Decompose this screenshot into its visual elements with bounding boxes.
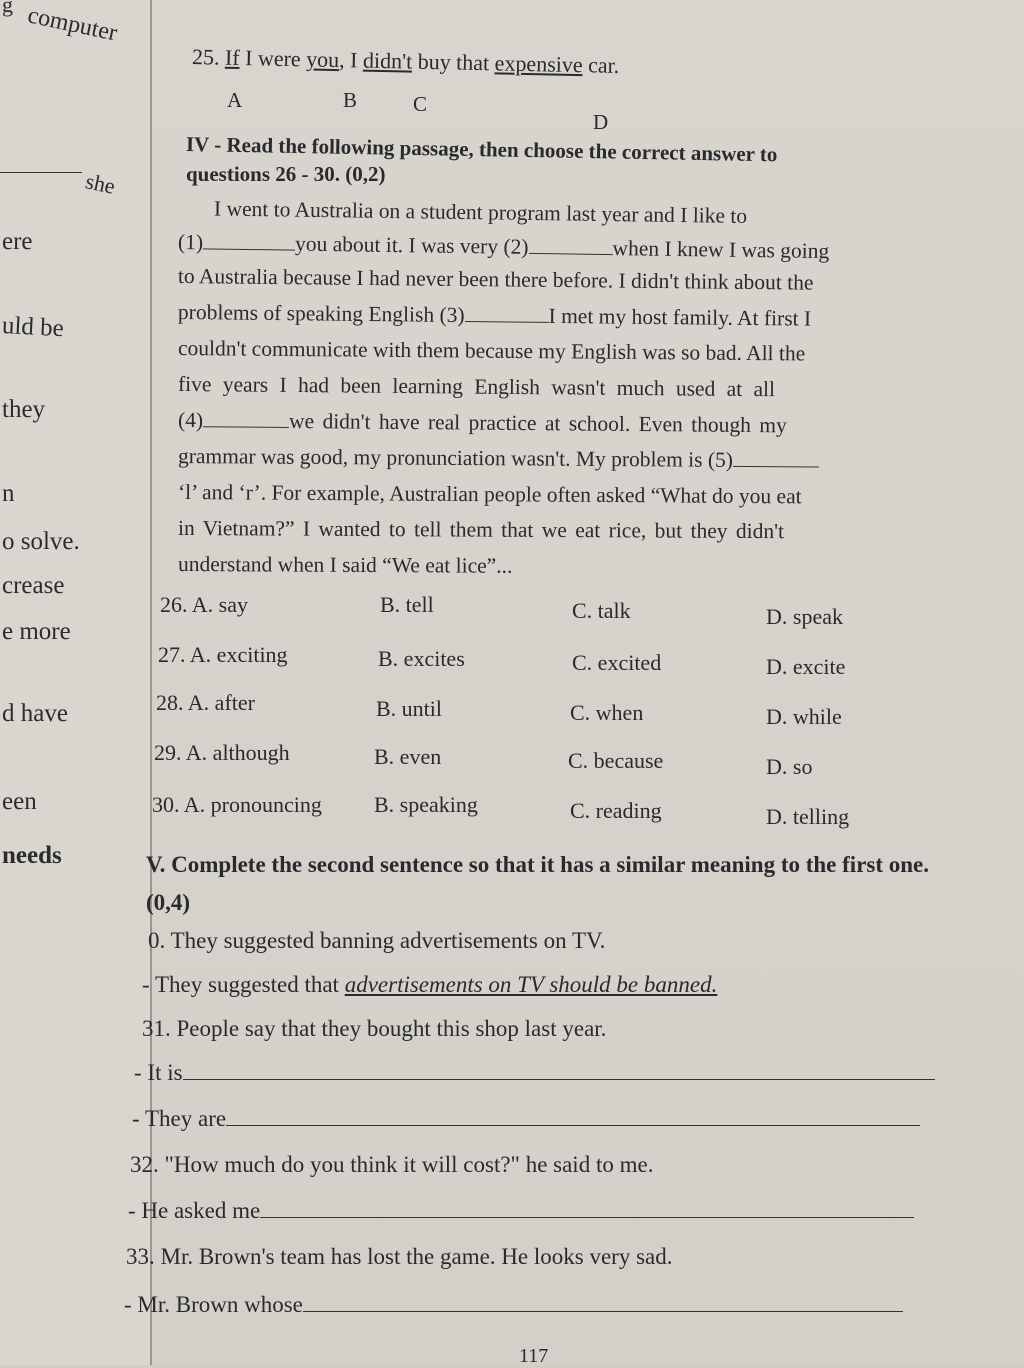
question-25: [192, 44, 620, 79]
passage-text: grammar was good, my pronunciation wasn't. My problem is (5): [177, 444, 734, 472]
q27-b: B. excites: [378, 646, 465, 671]
q29-a: 29. A. although: [154, 740, 290, 765]
blank-1: [203, 230, 295, 250]
passage-line: [178, 196, 943, 232]
passage-line: [178, 372, 943, 404]
passage-text: couldn't communicate with them because my English was so bad. All the: [177, 336, 806, 366]
passage-text: five years I had been learning English wasn't much used at all: [177, 372, 776, 402]
passage-text: when I knew I was going: [612, 236, 830, 264]
q26-d: D. speak: [766, 604, 843, 629]
passage-line: [178, 336, 943, 368]
q33-answer-line: [303, 1293, 903, 1312]
q25-label-a: A: [227, 88, 243, 112]
q26-c: C. talk: [572, 598, 631, 623]
q25-label-b: B: [343, 88, 358, 112]
left-fragment: computer: [25, 2, 120, 47]
q28-b: B. until: [376, 696, 443, 721]
q25-part-c: didn't: [362, 47, 413, 74]
page-number: 117: [519, 1345, 549, 1367]
passage-text: to Australia because I had never been there before. I didn't think about the: [177, 264, 814, 295]
q29-d: D. so: [766, 754, 813, 779]
section-5-title: V. Complete the second sentence so that it has a similar meaning to the first one. (0,4): [146, 852, 930, 915]
q33-prefix: - Mr. Brown whose: [124, 1292, 303, 1317]
left-fragment: ere: [2, 228, 33, 255]
left-fragment: e more: [2, 618, 71, 645]
q31-prefix-a: - It is: [134, 1060, 183, 1085]
q29-b: B. even: [374, 744, 442, 769]
q26-a: 26. A. say: [160, 592, 249, 617]
passage-text: in Vietnam?” I wanted to tell them that we eat rice, but they didn't: [177, 516, 785, 544]
q25-text: buy that: [411, 48, 495, 76]
passage-line: [178, 444, 943, 474]
q25-text: , I: [338, 47, 364, 73]
passage-text: you about it. I was very (2): [294, 231, 529, 259]
passage-line: [178, 230, 943, 266]
q32-answer-line: [260, 1199, 914, 1218]
q25-part-a: If: [224, 44, 240, 70]
question-32: 32. "How much do you think it will cost?" he said to me.: [130, 1152, 654, 1177]
right-page: [124, 0, 1024, 1367]
q31-prefix-b: - They are: [132, 1106, 227, 1131]
blank-4: [203, 408, 289, 428]
blank-2: [528, 235, 612, 255]
q28-c: C. when: [570, 700, 644, 725]
q25-label-c: C: [413, 92, 428, 116]
passage-text: ‘l’ and ‘r’. For example, Australian people often asked “What do you eat: [177, 480, 802, 509]
left-fragment: een: [2, 788, 37, 815]
left-fragment: o solve.: [2, 528, 80, 555]
passage-text: understand when I said “We eat lice”...: [177, 552, 513, 578]
left-fragment: n: [2, 480, 15, 507]
left-fragment: they: [2, 396, 46, 423]
section-4-title: IV - Read the following passage, then choose the correct answer to: [185, 132, 778, 167]
passage-line: [178, 480, 943, 510]
q25-part-b: you: [305, 46, 340, 73]
example-0-answer: [142, 972, 717, 998]
q31-answer-line-b: [226, 1107, 920, 1126]
example-0: 0. They suggested banning advertisements on TV.: [148, 928, 606, 953]
q31-rewrite-a: [134, 1060, 935, 1086]
q28-a: 28. A. after: [156, 690, 255, 715]
q25-text: car.: [582, 52, 620, 78]
q32-rewrite: [128, 1198, 914, 1224]
passage-text: we didn't have real practice at school. Even though my: [288, 408, 787, 438]
passage-line: [178, 552, 943, 581]
left-fragment: g: [2, 0, 13, 17]
blank-4-label: (4): [177, 408, 204, 433]
q27-c: C. excited: [572, 650, 662, 675]
blank-3: [465, 303, 549, 323]
q25-number: 25.: [191, 44, 220, 70]
q25-text: I were: [239, 45, 307, 72]
question-33: 33. Mr. Brown's team has lost the game. He looks very sad.: [126, 1244, 673, 1269]
q27-d: D. excite: [766, 654, 846, 679]
passage-line: [178, 516, 943, 545]
passage-line: [178, 300, 943, 333]
q26-b: B. tell: [380, 592, 434, 617]
q30-a: 30. A. pronouncing: [152, 792, 322, 817]
left-fragment: uld be: [1, 312, 65, 343]
q30-d: D. telling: [766, 804, 850, 829]
q30-b: B. speaking: [374, 792, 478, 817]
example-0-answer-prefix: - They suggested that: [142, 972, 345, 997]
q33-rewrite: [124, 1292, 903, 1318]
q27-a: 27. A. exciting: [158, 642, 288, 667]
left-fragment: needs: [2, 842, 62, 869]
passage-text: I met my host family. At first I: [548, 303, 812, 331]
section-4-title-cont: questions 26 - 30. (0,2): [186, 162, 386, 186]
example-0-answer-text: advertisements on TV should be banned.: [344, 972, 718, 997]
passage-text: I went to Australia on a student program last year and I like to: [213, 196, 748, 228]
left-fragment: crease: [2, 572, 65, 599]
q30-c: C. reading: [570, 798, 662, 823]
passage-line: [178, 264, 943, 297]
passage-text: problems of speaking English (3): [177, 300, 465, 328]
blank-1-label: (1): [177, 230, 204, 255]
q29-c: C. because: [568, 748, 664, 773]
q28-d: D. while: [766, 704, 842, 729]
q31-rewrite-b: [132, 1106, 920, 1132]
q31-answer-line-a: [183, 1061, 935, 1080]
q25-part-d: expensive: [494, 50, 583, 78]
question-31: 31. People say that they bought this shop last year.: [142, 1016, 607, 1041]
q25-label-d: D: [593, 110, 609, 134]
passage-line: [178, 408, 943, 440]
blank-5: [733, 448, 819, 468]
left-fragment: she: [83, 168, 118, 199]
left-fragment: d have: [2, 700, 68, 727]
q32-prefix: - He asked me: [128, 1198, 261, 1223]
left-blank-line: [0, 172, 82, 173]
